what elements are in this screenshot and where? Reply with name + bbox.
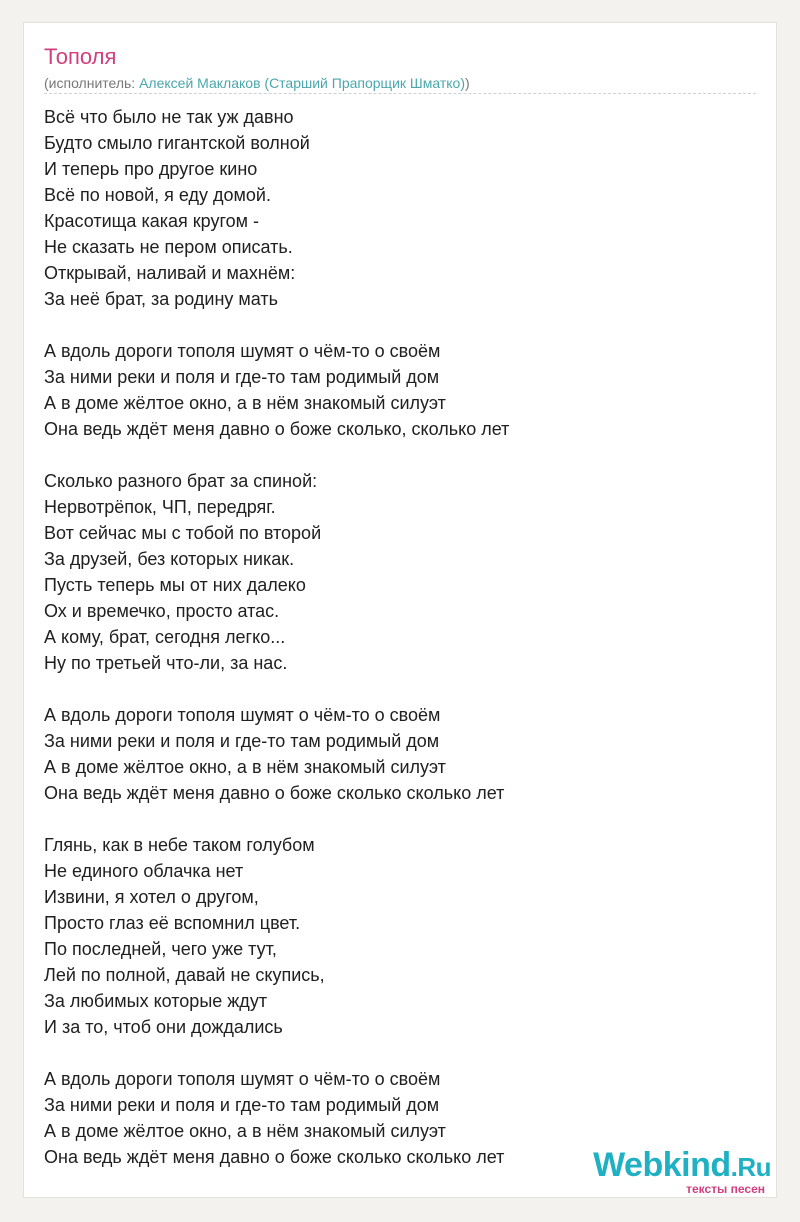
lyric-line: Она ведь ждёт меня давно о боже сколько сколько лет (44, 1147, 505, 1167)
title-divider (44, 93, 756, 94)
stanza (44, 104, 744, 312)
lyric-line: Будто смыло гигантской волной (44, 133, 310, 153)
lyric-line: Всё по новой, я еду домой. (44, 185, 271, 205)
stanza (44, 702, 744, 806)
logo-wordmark (593, 1147, 771, 1185)
lyric-line: По последней, чего уже тут, (44, 939, 277, 959)
lyric-line: А в доме жёлтое окно, а в нём знакомый силуэт (44, 393, 446, 413)
lyric-line: А в доме жёлтое окно, а в нём знакомый силуэт (44, 757, 446, 777)
lyric-line: Ну по третьей что-ли, за нас. (44, 653, 288, 673)
lyrics-card (23, 22, 777, 1198)
lyric-line: За ними реки и поля и где-то там родимый дом (44, 1095, 440, 1115)
artist-prefix: (исполнитель: (44, 75, 140, 91)
lyric-line: За неё брат, за родину мать (44, 289, 279, 309)
artist-link[interactable]: Алексей Маклаков (Старший Прапорщик Шматко) (139, 75, 465, 91)
lyric-line: Глянь, как в небе таком голубом (44, 835, 315, 855)
lyric-line: Она ведь ждёт меня давно о боже сколько, сколько лет (44, 419, 510, 439)
lyric-line: Всё что было не так уж давно (44, 107, 294, 127)
logo-brand: Webkind (593, 1146, 731, 1184)
stanza (44, 832, 744, 1040)
lyric-line: Просто глаз её вспомнил цвет. (44, 913, 301, 933)
lyric-line: А вдоль дороги тополя шумят о чём-то о своём (44, 1069, 441, 1089)
stanza (44, 468, 744, 676)
lyric-line: Открывай, наливай и махнём: (44, 263, 296, 283)
artist-line (44, 73, 470, 93)
lyric-line: И за то, чтоб они дождались (44, 1017, 283, 1037)
lyric-line: Пусть теперь мы от них далеко (44, 575, 306, 595)
lyrics-body (44, 104, 744, 1196)
lyric-line: Извини, я хотел о другом, (44, 887, 259, 907)
lyric-line: Лей по полной, давай не скупись, (44, 965, 325, 985)
lyric-line: За ними реки и поля и где-то там родимый дом (44, 367, 440, 387)
lyric-line: За друзей, без которых никак. (44, 549, 295, 569)
song-title: Тополя (44, 44, 117, 69)
lyric-line: За ними реки и поля и где-то там родимый дом (44, 731, 440, 751)
lyric-line: А кому, брат, сегодня легко... (44, 627, 286, 647)
lyric-line: А вдоль дороги тополя шумят о чём-то о своём (44, 705, 441, 725)
lyric-line: Не единого облачка нет (44, 861, 244, 881)
logo-tld: .Ru (730, 1152, 771, 1182)
lyric-line: Не сказать не пером описать. (44, 237, 293, 257)
webkind-logo[interactable] (593, 1147, 771, 1195)
artist-suffix: ) (464, 75, 470, 91)
lyric-line: Она ведь ждёт меня давно о боже сколько сколько лет (44, 783, 505, 803)
logo-tagline: тексты песен (686, 1182, 765, 1196)
lyric-line: А вдоль дороги тополя шумят о чём-то о своём (44, 341, 441, 361)
lyric-line: А в доме жёлтое окно, а в нём знакомый силуэт (44, 1121, 446, 1141)
stanza (44, 338, 744, 442)
lyric-line: За любимых которые ждут (44, 991, 268, 1011)
lyric-line: Ох и времечко, просто атас. (44, 601, 280, 621)
lyric-line: И теперь про другое кино (44, 159, 258, 179)
lyric-line: Сколько разного брат за спиной: (44, 471, 318, 491)
lyric-line: Вот сейчас мы с тобой по второй (44, 523, 322, 543)
lyric-line: Нервотрёпок, ЧП, передряг. (44, 497, 276, 517)
lyric-line: Красотища какая кругом - (44, 211, 259, 231)
